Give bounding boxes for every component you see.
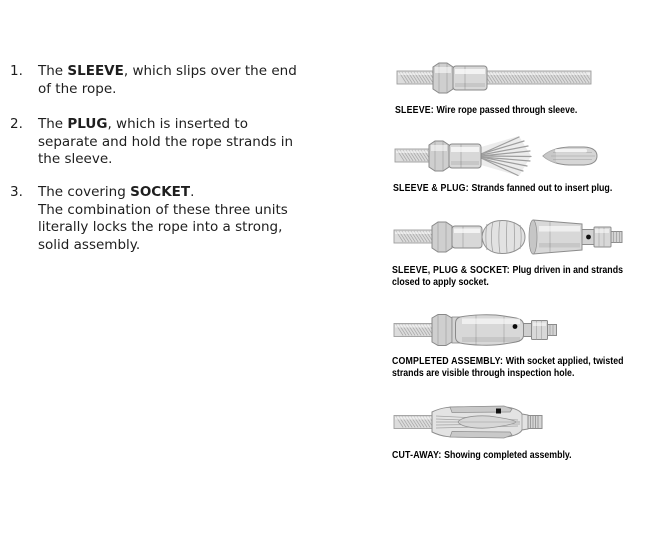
cut-away-illustration (392, 399, 557, 445)
fanned-strands-graphic (481, 137, 531, 176)
list-item-number: 3. (10, 184, 23, 200)
figure-caption-text: Wire rope passed through sleeve. (436, 105, 578, 116)
figure-caption-label: COMPLETED ASSEMBLY: (392, 356, 504, 367)
figure-sleeve (395, 54, 650, 117)
wire-rope-graphic (394, 324, 434, 337)
figure-caption-label: CUT-AWAY: (392, 450, 442, 461)
wire-rope-graphic (394, 416, 434, 429)
figure-caption-label: SLEEVE & PLUG: (393, 183, 469, 194)
figure-caption (392, 450, 650, 462)
list-item-sleeve (10, 63, 344, 98)
threaded-tip-graphic (528, 416, 542, 429)
figure-completed-assembly (392, 307, 650, 379)
figure-caption-text: Plug driven in and strands closed to apply socket. (392, 265, 623, 288)
list-item-number: 2. (10, 116, 23, 132)
list-item-socket (10, 184, 344, 254)
figure-caption-label: SLEEVE, PLUG & SOCKET: (392, 265, 510, 276)
figure-sleeve-plug-socket (392, 211, 650, 288)
list-item-text: The SLEEVE, which slips over the end of the rope. (38, 63, 297, 97)
completed-assembly-illustration (392, 307, 564, 353)
figure-caption-text: Strands fanned out to insert plug. (471, 183, 613, 194)
wire-rope-graphic (394, 230, 434, 243)
inspection-hole-graphic (513, 324, 518, 329)
figure-caption (392, 356, 650, 379)
sleeve-plug-illustration (393, 132, 603, 180)
figure-cut-away (392, 399, 650, 462)
figure-caption-label: SLEEVE: (395, 105, 434, 116)
figure-caption (395, 105, 650, 117)
list-item-number: 1. (10, 63, 23, 79)
twisted-strands-bulb-graphic (482, 221, 525, 254)
figure-caption (392, 265, 650, 288)
list-item-text: The PLUG, which is inserted to separate and hold the rope strands in the sleeve. (38, 116, 294, 167)
figure-sleeve-plug (393, 132, 650, 195)
figure-caption (393, 183, 650, 195)
figure-caption-text: Showing completed assembly. (444, 450, 572, 461)
figure-caption-text: With socket applied, twisted strands are visible through inspection hole. (392, 356, 624, 379)
sleeve-illustration (395, 54, 595, 102)
socket-graphic (530, 220, 583, 254)
list-item-plug (10, 116, 344, 169)
wire-rope-graphic (397, 71, 591, 84)
sleeve-plug-socket-illustration (392, 211, 630, 263)
list-item-text: The covering SOCKET. The combination of these three units literally locks the rope into a strong, solid assembly. (38, 184, 288, 253)
inspection-hole-graphic (496, 409, 501, 414)
inspection-hole-graphic (586, 235, 591, 240)
